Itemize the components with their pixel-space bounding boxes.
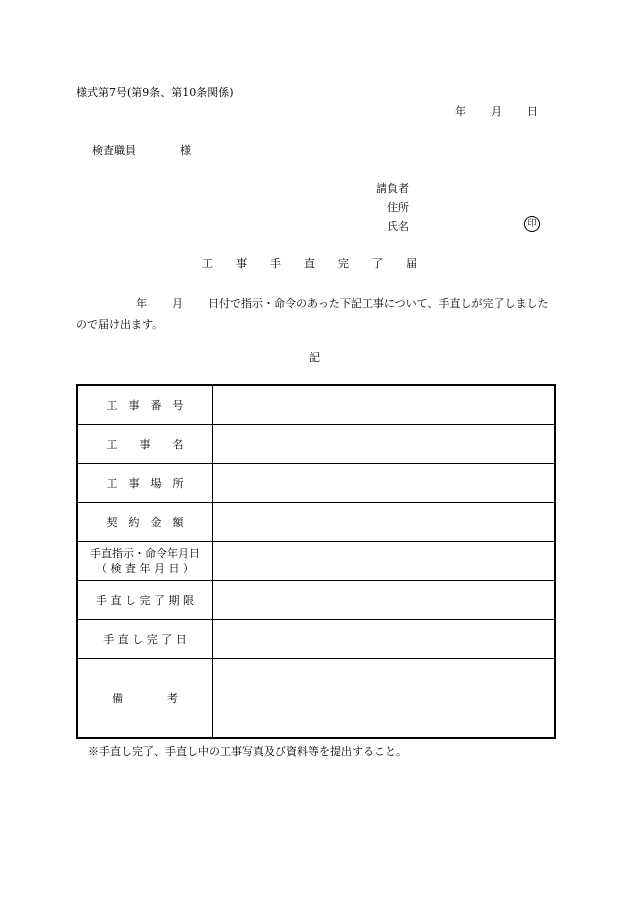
contractor-block: [372, 179, 409, 236]
title-char: 工: [202, 257, 213, 270]
row-value-cell[interactable]: [213, 658, 556, 738]
addressee: [92, 142, 191, 158]
table-row: [77, 541, 555, 580]
form-number: 様式第7号(第9条、第10条関係): [76, 86, 234, 99]
row-value-cell[interactable]: [213, 463, 556, 502]
details-table: [76, 384, 556, 739]
address-label: 住所: [387, 201, 409, 214]
body-month: 月: [172, 297, 183, 310]
row-value-cell[interactable]: [213, 541, 556, 580]
row-value-cell[interactable]: [213, 502, 556, 541]
row-label: 備 考: [77, 658, 213, 738]
title-char: 届: [406, 257, 417, 270]
date-year-label: 年: [455, 105, 466, 118]
body-year: 年: [136, 297, 147, 310]
row-label: 手 直 し 完 了 期 限: [77, 580, 213, 619]
title-char: 了: [372, 257, 383, 270]
row-label: [77, 541, 213, 580]
date-day-label: 日: [527, 105, 538, 118]
title-char: 手: [270, 257, 281, 270]
footnote: ※手直し完了、手直し中の工事写真及び資料等を提出すること。: [88, 745, 407, 758]
row-label: 手 直 し 完 了 日: [77, 619, 213, 658]
row-label: 工 事 名: [77, 424, 213, 463]
body-text: 日付で指示・命令のあった下記工事について、手直しが完了しましたので届け出ます。: [76, 297, 549, 331]
date-month-label: 月: [491, 105, 502, 118]
contractor-label: 請負者: [376, 182, 409, 195]
row-label: 工 事 場 所: [77, 463, 213, 502]
row-label: 工 事 番 号: [77, 385, 213, 424]
row-label-line1: 手直指示・命令年月日: [90, 546, 200, 560]
row-label: 契 約 金 額: [77, 502, 213, 541]
addressee-name: 検査職員: [92, 144, 136, 157]
table-row: [77, 580, 555, 619]
title-char: 直: [304, 257, 315, 270]
document-title: [202, 255, 440, 271]
row-value-cell[interactable]: [213, 424, 556, 463]
row-label-line2: （ 検 査 年 月 日 ）: [96, 561, 194, 575]
name-label: 氏名: [387, 220, 409, 233]
table-row: [77, 463, 555, 502]
table-row: [77, 619, 555, 658]
row-value-cell[interactable]: [213, 385, 556, 424]
table-row: [77, 385, 555, 424]
table-row: [77, 502, 555, 541]
row-value-cell[interactable]: [213, 619, 556, 658]
addressee-honorific: 様: [180, 144, 191, 157]
table-row: [77, 424, 555, 463]
body-paragraph: [76, 293, 556, 335]
table-row: [77, 658, 555, 738]
title-char: 完: [338, 257, 349, 270]
seal-icon: 印: [524, 216, 540, 232]
ki-heading: 記: [309, 351, 320, 364]
title-char: 事: [236, 257, 247, 270]
submission-date: [455, 103, 538, 119]
row-value-cell[interactable]: [213, 580, 556, 619]
